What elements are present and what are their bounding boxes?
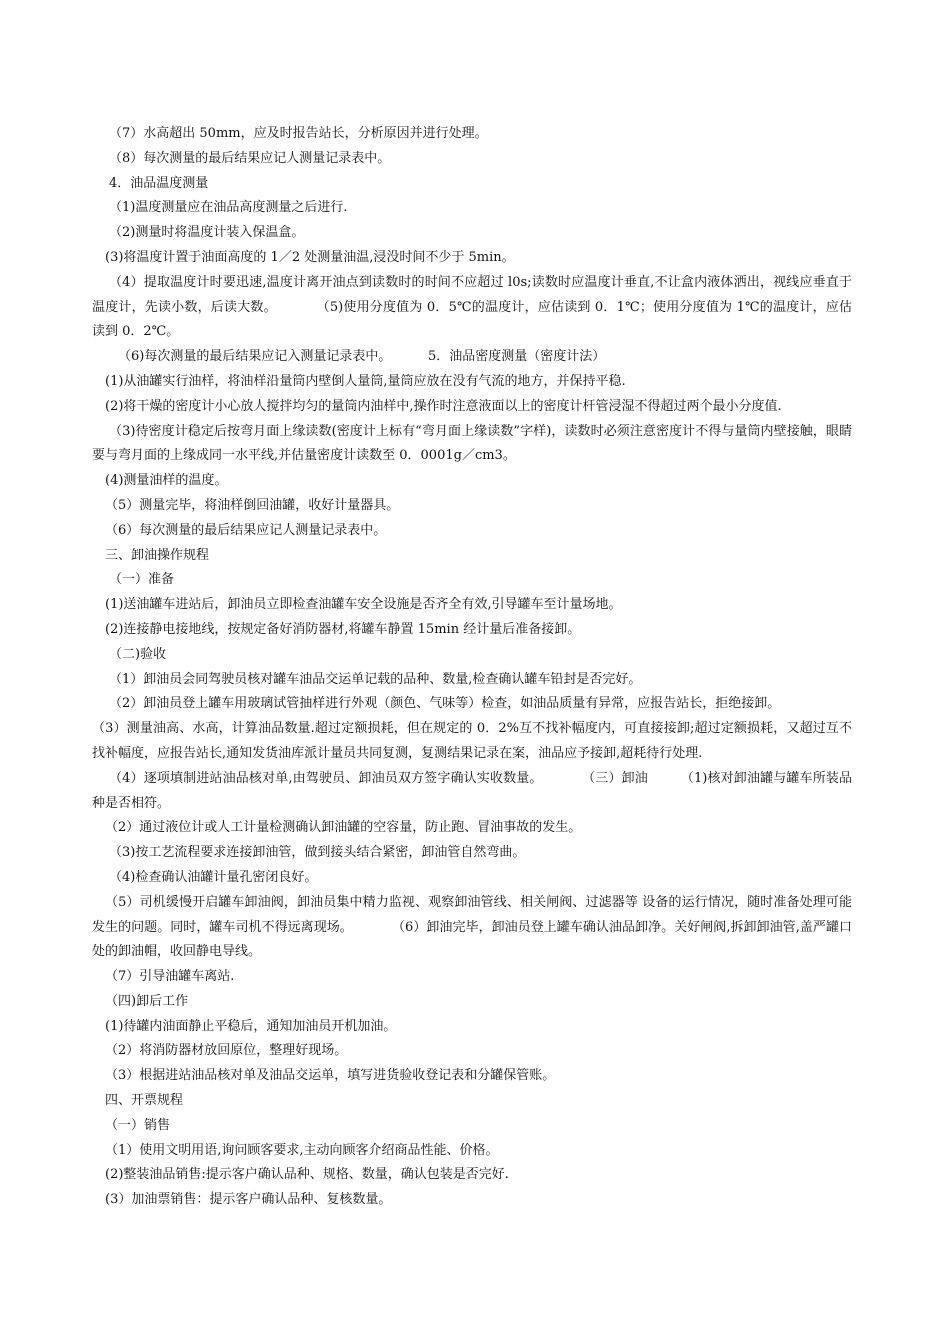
subsection-heading: （一）准备 bbox=[109, 572, 175, 588]
paragraph: （5）司机缓慢开启罐车卸油阀，卸油员集中精力监视、观察卸油管线、相关闸阀、过滤器等 设备的运行情况，随时准备处理可能发生的问题。同时，罐车司机不得远离现场。 （6）卸油完毕，卸油员登上罐车确认油品卸净。关好闸阀,拆卸卸油管,盖严罐口处的卸油帽，收回静电导线。 bbox=[92, 894, 852, 960]
paragraph: (2)将干燥的密度计小心放人搅拌均匀的量筒内油样中,操作时注意液面以上的密度计杆管浸湿不得超过两个最小分度值. bbox=[105, 398, 782, 414]
paragraph: （6）每次测量的最后结果应记人测量记录表中。 bbox=[105, 522, 387, 538]
paragraph: （2）通过液位计或人工计量检测确认卸油罐的空容量，防止跑、冒油事故的发生。 bbox=[105, 820, 582, 836]
paragraph: （1）卸油员会同驾驶员核对罐车油品交运单记载的品种、数量,检查确认罐车铅封是否完好。 bbox=[109, 671, 642, 687]
paragraph: （2)测量时将温度计装入保温盒。 bbox=[109, 225, 305, 241]
paragraph: （4)检查确认油罐计量孔密闭良好。 bbox=[109, 869, 318, 885]
document-body bbox=[92, 122, 852, 1213]
paragraph: (3)将温度计置于油面高度的 1／2 处测量油温,浸没时间不少于 5min。 bbox=[105, 249, 515, 265]
paragraph: （3）测量油高、水高，计算油品数量.超过定额损耗，但在规定的 0．2%互不找补幅度内，可直接接卸;超过定额损耗，又超过互不找补幅度，应报告站长,通知发货油库派计量员共同复测，复测结果记录在案，油品应予接卸,超耗待行处理. bbox=[92, 721, 852, 761]
paragraph: （3)待密度计稳定后按弯月面上缘读数(密度计上标有“弯月面上缘读数”字样)，读数时必须注意密度计不得与量筒内壁接触，眼睛要与弯月面的上缘成同一水平线,并估量密度计读数至 0．0001g／cm3。 bbox=[92, 423, 852, 464]
subsection-heading: （四)卸后工作 bbox=[105, 993, 189, 1009]
paragraph: （4）逐项填制进站油品核对单,由驾驶员、卸油员双方签字确认实收数量。 （三）卸油 （1)核对卸油罐与罐车所装品种是否相符。 bbox=[92, 770, 852, 811]
paragraph: （7）水高超出 50mm，应及时报告站长，分析原因并进行处理。 bbox=[109, 126, 488, 141]
paragraph: (2)整装油品销售:提示客户确认品种、规格、数量，确认包装是否完好. bbox=[105, 1167, 509, 1183]
paragraph: （2）将消防器材放回原位，整理好现场。 bbox=[105, 1043, 348, 1059]
subsection-heading: （二)验收 bbox=[109, 646, 167, 662]
section-heading: 4．油品温度测量 bbox=[109, 175, 209, 191]
paragraph: （1）使用文明用语,询问顾客要求,主动向顾客介绍商品性能、价格。 bbox=[105, 1142, 499, 1158]
paragraph: （5）测量完毕，将油样倒回油罐，收好计量器具。 bbox=[105, 497, 400, 513]
paragraph: (1)待罐内油面静止平稳后，通知加油员开机加油。 bbox=[105, 1018, 397, 1034]
paragraph: （2）卸油员登上罐车用玻璃试管抽样进行外观（颜色、气味等）检查，如油品质量有异常，应报告站长，拒绝接卸。 bbox=[109, 696, 781, 712]
paragraph: （8）每次测量的最后结果应记人测量记录表中。 bbox=[109, 150, 391, 166]
paragraph: （3）根据进站油品核对单及油品交运单，填写进货验收登记表和分罐保管账。 bbox=[105, 1068, 556, 1084]
paragraph: (1)送油罐车进站后，卸油员立即检查油罐车安全设施是否齐全有效,引导罐车至计量场地。 bbox=[105, 597, 622, 613]
paragraph: （4）提取温度计时要迅速,温度计离开油点到读数时的时间不应超过 l0s;读数时应温度计垂直,不让盒内液体洒出，视线应垂直于温度计，先读小数，后读大数。 （5)使用分度值为 0．5℃的温度计，应估读到 0．1℃；使用分度值为 1℃的温度计，应估读到 0．2℃。 bbox=[92, 274, 852, 340]
paragraph: (4)测量油样的温度。 bbox=[105, 473, 228, 489]
section-heading: 四、开票规程 bbox=[105, 1093, 184, 1109]
subsection-heading: （一）销售 bbox=[105, 1117, 171, 1133]
paragraph: （3)按工艺流程要求连接卸油管，做到接头结合紧密，卸油管自然弯曲。 bbox=[109, 845, 526, 861]
section-heading: 三、卸油操作规程 bbox=[105, 547, 210, 563]
paragraph: (2)连接静电接地线，按规定备好消防器材,将罐车静置 15min 经计量后准备接卸。 bbox=[105, 621, 581, 637]
paragraph: （6)每次测量的最后结果应记入测量记录表中。 5．油品密度测量（密度计法） bbox=[118, 349, 606, 365]
paragraph: (1)从油罐实行油样，将油样沿量筒内壁倒人量筒,量筒应放在没有气流的地方，并保持平稳. bbox=[105, 373, 626, 389]
paragraph: （1)温度测量应在油品高度测量之后进行. bbox=[109, 200, 348, 216]
paragraph: （7）引导油罐车离站. bbox=[105, 969, 235, 985]
paragraph: (3）加油票销售：提示客户确认品种、复核数量。 bbox=[105, 1192, 392, 1208]
